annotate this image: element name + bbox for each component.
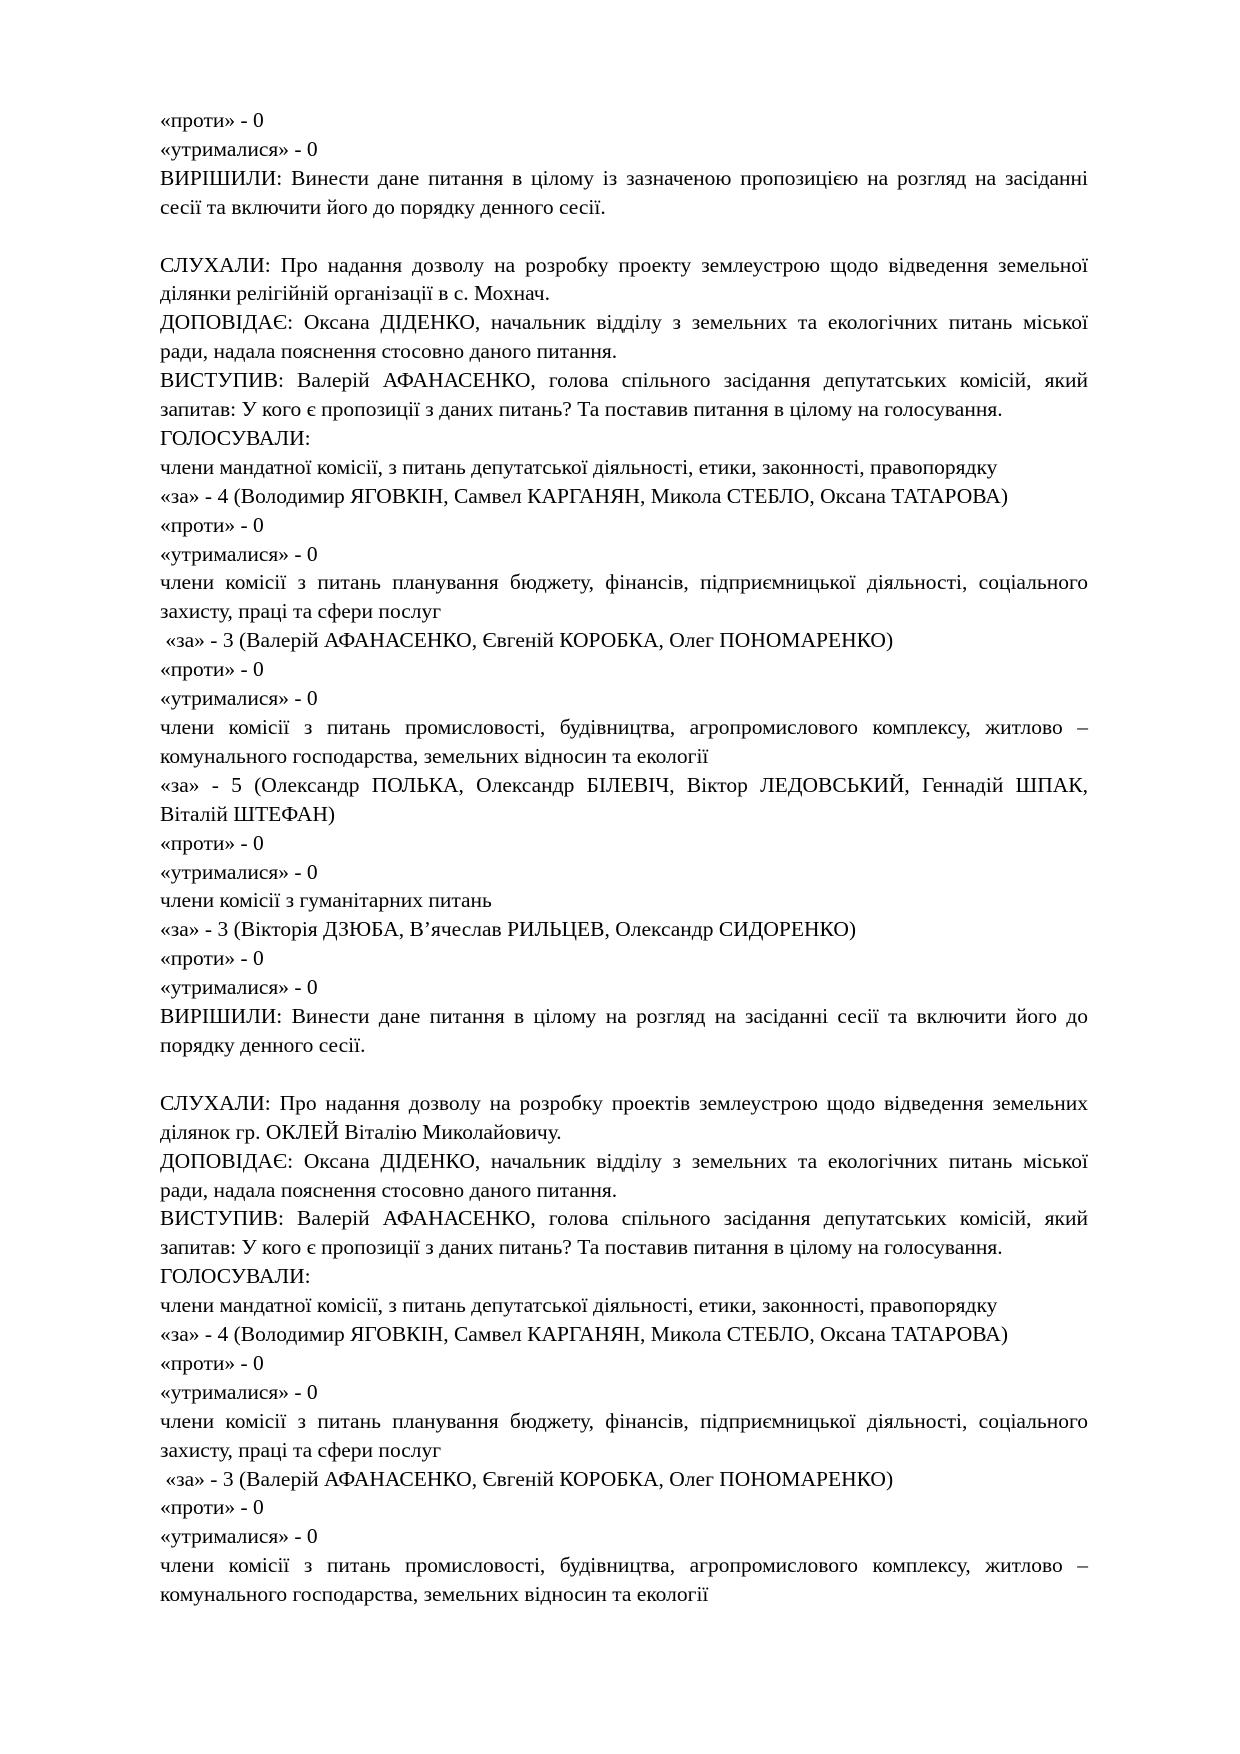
paragraph-vote-for: «за» - 4 (Володимир ЯГОВКІН, Самвел КАРГАНЯН, Микола СТЕБЛО, Оксана ТАТАРОВА) [160,483,1008,508]
paragraph-voting-header: ГОЛОСУВАЛИ: [160,1264,311,1289]
paragraph-vote-against: «проти» - 0 [160,512,264,537]
paragraph-commission: члени комісії з питань планування бюджету, фінансів, підприємницької діяльності, соціального захисту, праці та сфери послуг [160,1408,1094,1462]
paragraph-commission: члени мандатної комісії, з питань депутатської діяльності, етики, законності, правопорядку [160,1293,998,1318]
paragraph-vote-abstain: «утрималися» - 0 [160,859,318,884]
paragraph-vote-for: «за» - 5 (Олександр ПОЛЬКА, Олександр БІЛЕВІЧ, Віктор ЛЕДОВСЬКИЙ, Геннадій ШПАК, Віталій ШТЕФАН) [160,772,1094,826]
paragraph-vote-abstain: «утрималися» - 0 [160,1524,318,1549]
paragraph-vote-for: «за» - 3 (Валерій АФАНАСЕНКО, Євгеній КОРОБКА, Олег ПОНОМАРЕНКО) [160,1466,894,1491]
paragraph-vote-abstain: «утрималися» - 0 [160,686,318,711]
paragraph-vote-against: «проти» - 0 [160,1350,264,1375]
paragraph-vote-abstain: «утрималися» - 0 [160,136,318,161]
paragraph-vote-abstain: «утрималися» - 0 [160,975,318,1000]
paragraph-agenda-item: СЛУХАЛИ: Про надання дозволу на розробку проектів землеустрою щодо відведення земельних ділянок гр. ОКЛЕЙ Віталію Миколайовичу. [160,1090,1094,1144]
paragraph-vote-against: «проти» - 0 [160,108,264,132]
paragraph-speech: ВИСТУПИВ: Валерій АФАНАСЕНКО, голова спільного засідання депутатських комісій, який запитав: У кого є пропозиції з даних питань? Та поставив питання в цілому на голосування. [160,1206,1094,1260]
paragraph-rapporteur: ДОПОВІДАЄ: Оксана ДІДЕНКО, начальник відділу з земельних та екологічних питань міської ради, надала пояснення стосовно даного питання. [160,1148,1094,1202]
paragraph-blank [160,222,1088,251]
paragraph-vote-for: «за» - 3 (Валерій АФАНАСЕНКО, Євгеній КОРОБКА, Олег ПОНОМАРЕНКО) [160,628,894,653]
paragraph-vote-for: «за» - 4 (Володимир ЯГОВКІН, Самвел КАРГАНЯН, Микола СТЕБЛО, Оксана ТАТАРОВА) [160,1322,1008,1347]
paragraph-commission: члени мандатної комісії, з питань депутатської діяльності, етики, законності, правопорядку [160,454,998,479]
paragraph-vote-abstain: «утрималися» - 0 [160,1379,318,1404]
paragraph-voting-header: ГОЛОСУВАЛИ: [160,425,311,450]
paragraph-commission: члени комісії з гуманітарних питань [160,888,492,913]
paragraph-vote-against: «проти» - 0 [160,1495,264,1520]
paragraph-vote-against: «проти» - 0 [160,657,264,682]
paragraph-commission: члени комісії з питань планування бюджету, фінансів, підприємницької діяльності, соціального захисту, праці та сфери послуг [160,570,1094,624]
paragraph-vote-against: «проти» - 0 [160,946,264,971]
paragraph-vote-abstain: «утрималися» - 0 [160,541,318,566]
paragraph-decision: ВИРІШИЛИ: Винести дане питання в цілому із зазначеною пропозицією на розгляд на засіданні сесії та включити його до порядку денного сесії. [160,165,1094,219]
paragraph-rapporteur: ДОПОВІДАЄ: Оксана ДІДЕНКО, начальник відділу з земельних та екологічних питань міської ради, надала пояснення стосовно даного питання. [160,310,1094,364]
paragraph-commission: члени комісії з питань промисловості, будівництва, агропромислового комплексу, житлово – комунального господарства, земельних відносин та екології [160,1553,1094,1607]
paragraph-decision: ВИРІШИЛИ: Винести дане питання в цілому на розгляд на засіданні сесії та включити його до порядку денного сесії. [160,1004,1094,1057]
paragraph-vote-against: «проти» - 0 [160,830,264,855]
paragraph-blank [160,1060,1088,1089]
paragraph-speech: ВИСТУПИВ: Валерій АФАНАСЕНКО, голова спільного засідання депутатських комісій, який запитав: У кого є пропозиції з даних питань? Та поставив питання в цілому на голосування. [160,368,1094,422]
paragraph-agenda-item: СЛУХАЛИ: Про надання дозволу на розробку проекту землеустрою щодо відведення земельної ділянки релігійній організації в с. Мохнач. [160,252,1094,306]
paragraph-vote-for: «за» - 3 (Вікторія ДЗЮБА, В’ячеслав РИЛЬЦЕВ, Олександр СИДОРЕНКО) [160,917,857,942]
paragraph-commission: члени комісії з питань промисловості, будівництва, агропромислового комплексу, житлово – комунального господарства, земельних відносин та екології [160,715,1094,768]
